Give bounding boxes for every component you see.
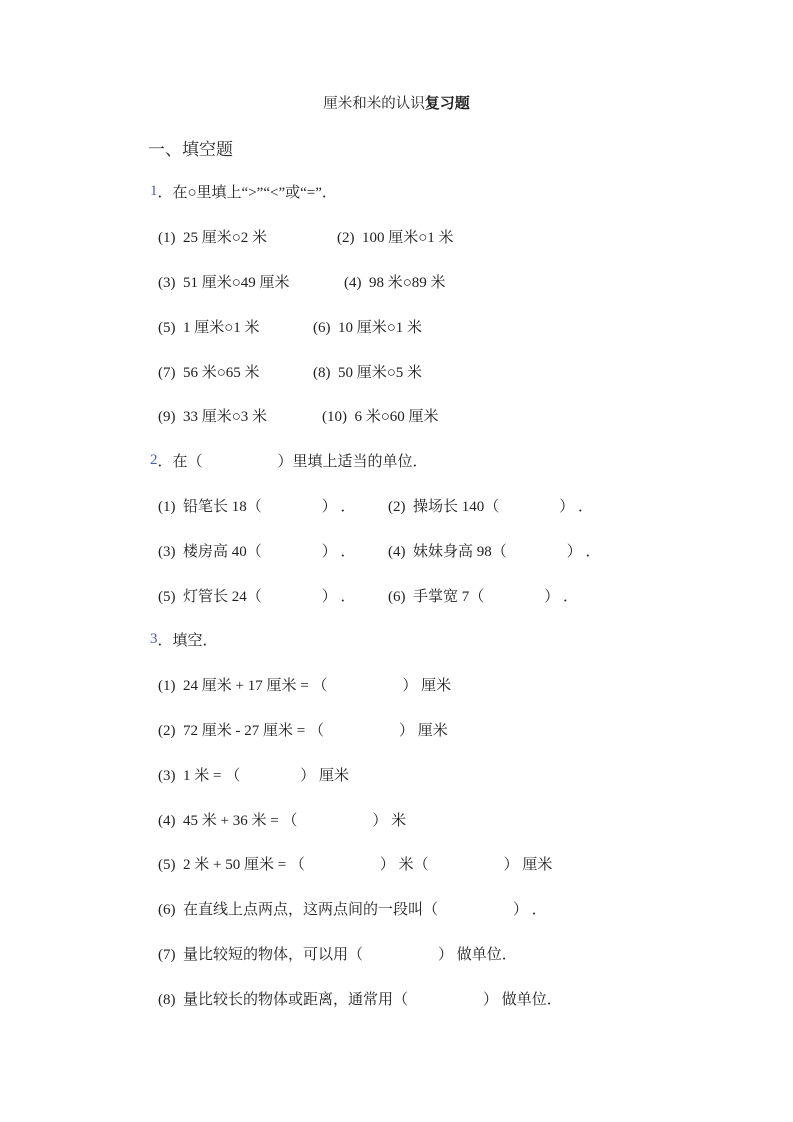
worksheet-line [158, 752, 793, 797]
question-3-number: 3 [150, 631, 158, 648]
worksheet-line [158, 797, 793, 842]
worksheet-line [158, 349, 793, 394]
worksheet-line [158, 707, 793, 752]
question-1-header [150, 170, 793, 215]
item-text: (1) 铅笔长 18（ ） ． [158, 499, 356, 516]
worksheet-line [158, 976, 793, 1021]
item-text: (6) 手掌宽 7（ ） ． [388, 588, 578, 605]
item-text: (6) 在直线上点两点，这两点间的一段叫（ ） ． [158, 902, 547, 919]
item-text: (1) 25 厘米○2 米 [158, 230, 268, 247]
item-text: (3) 1 米 = （ ） 厘米 [158, 767, 349, 784]
section-heading [148, 125, 793, 170]
document-title-bold: 复习题 [424, 95, 470, 112]
item-text: (7) 56 米○65 米 [158, 364, 260, 381]
item-text: (10) 6 米○60 厘米 [322, 409, 439, 426]
worksheet-line [158, 573, 793, 618]
worksheet-line [158, 886, 793, 931]
item-text: (4) 45 米 + 36 米 = （ ） 米 [158, 812, 407, 829]
item-text: (7) 量比较短的物体，可以用（ ） 做单位． [158, 947, 517, 964]
document-title [0, 80, 793, 125]
question-1-number: 1 [150, 183, 158, 200]
item-text: (5) 灯管长 24（ ） ． [158, 588, 356, 605]
item-text: (4) 98 米○89 米 [344, 275, 446, 292]
item-text: (5) 2 米 + 50 厘米 = （ ） 米（ ） 厘米 [158, 857, 553, 874]
item-text: (8) 50 厘米○5 米 [313, 364, 423, 381]
question-3-header [150, 618, 793, 663]
question-2-header [150, 438, 793, 483]
question-2-number: 2 [150, 452, 158, 469]
worksheet-line [158, 528, 793, 573]
item-text: (3) 51 厘米○49 厘米 [158, 275, 290, 292]
question-2-text: ．在（ ）里填上适当的单位． [157, 454, 428, 471]
item-text: (9) 33 厘米○3 米 [158, 409, 268, 426]
item-text: (4) 妹妹身高 98（ ） ． [388, 543, 601, 560]
worksheet-line [158, 483, 793, 528]
worksheet-line [158, 842, 793, 887]
item-text: (5) 1 厘米○1 米 [158, 319, 260, 336]
item-text: (2) 100 厘米○1 米 [337, 230, 454, 247]
worksheet-line [158, 931, 793, 976]
item-text: (8) 量比较长的物体或距离，通常用（ ） 做单位． [158, 991, 562, 1008]
item-text: (2) 72 厘米 - 27 厘米 = （ ） 厘米 [158, 723, 448, 740]
section-heading-text: 一、填空题 [148, 139, 233, 159]
item-text: (1) 24 厘米 + 17 厘米 = （ ） 厘米 [158, 678, 452, 695]
item-text: (6) 10 厘米○1 米 [313, 319, 423, 336]
question-3-text: ．填空． [157, 633, 218, 650]
document-title-normal: 厘米和米的认识 [323, 95, 425, 112]
worksheet-line [158, 394, 793, 439]
question-1-text: ．在○里填上“>”“<”或“=”． [157, 185, 337, 202]
worksheet-line [158, 214, 793, 259]
item-text: (3) 楼房高 40（ ） ． [158, 543, 356, 560]
item-text: (2) 操场长 140（ ） ． [388, 499, 593, 516]
worksheet-line [158, 259, 793, 304]
worksheet-line [158, 662, 793, 707]
worksheet-line [158, 304, 793, 349]
